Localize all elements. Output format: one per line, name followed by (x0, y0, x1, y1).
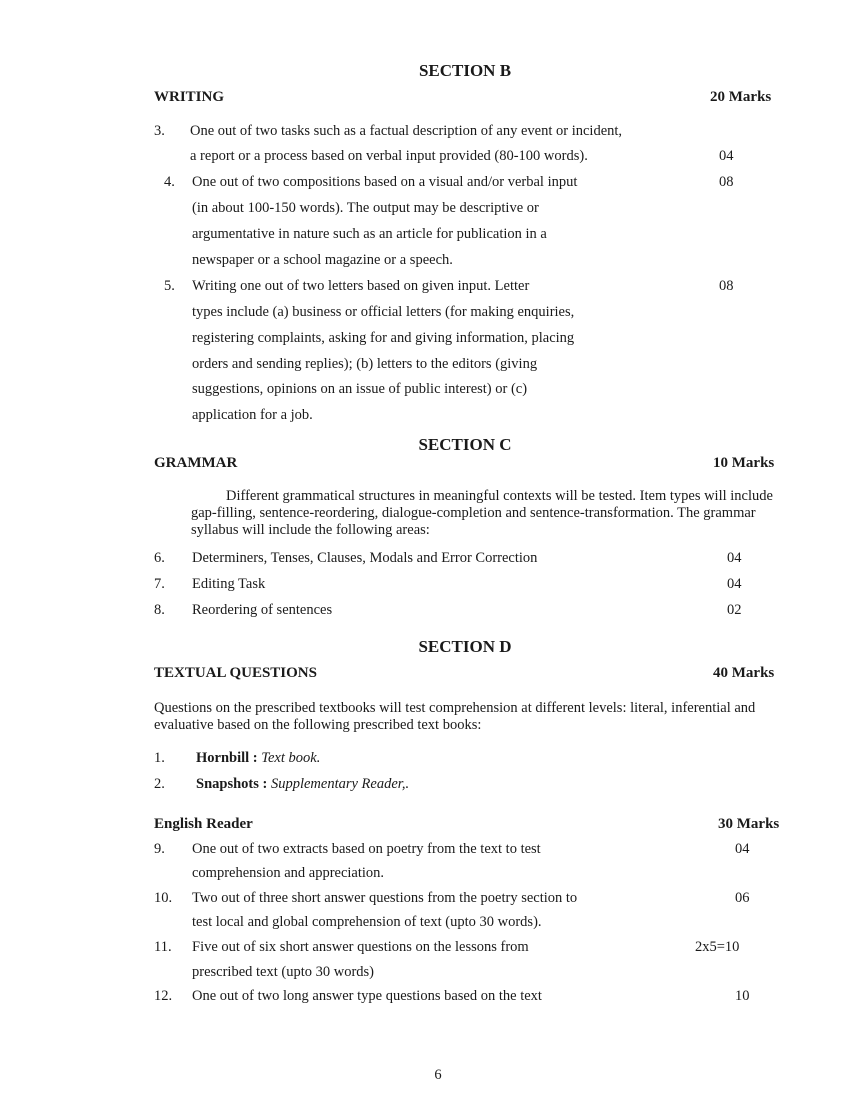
item-number: 1. (154, 750, 165, 766)
item-marks: 04 (727, 550, 742, 566)
item-line: Determiners, Tenses, Clauses, Modals and Error Correction (192, 550, 538, 566)
item-line: prescribed text (upto 30 words) (192, 964, 375, 980)
item-line: test local and global comprehension of text (upto 30 words). (192, 914, 542, 930)
item-number: 10. (154, 890, 173, 906)
item-line: Writing one out of two letters based on given input. Letter (192, 278, 530, 294)
item-line: Reordering of sentences (192, 602, 333, 618)
writing-marks: 20 Marks (710, 89, 772, 105)
item-marks: 2x5=10 (695, 939, 740, 955)
item-line: registering complaints, asking for and giving information, placing (192, 330, 575, 346)
item-marks: 04 (719, 148, 734, 164)
item-number: 6. (154, 550, 165, 566)
item-line: application for a job. (192, 407, 313, 423)
grammar-heading: GRAMMAR (154, 455, 238, 471)
book-entry (196, 776, 409, 793)
item-line: Five out of six short answer questions on the lessons from (192, 939, 529, 955)
item-line: orders and sending replies); (b) letters to the editors (giving (192, 356, 538, 372)
book-desc: Text book. (261, 750, 321, 766)
textual-intro: Questions on the prescribed textbooks will test comprehension at different levels: literal, inferential and evaluative based on the following prescribed text books: (154, 700, 756, 733)
item-line: One out of two tasks such as a factual description of any event or incident, (190, 123, 623, 139)
book-entry (196, 750, 320, 767)
item-marks: 08 (719, 174, 734, 190)
item-marks: 04 (735, 841, 750, 857)
item-line: One out of two compositions based on a visual and/or verbal input (192, 174, 578, 190)
page-number: 6 (434, 1067, 442, 1083)
item-line: suggestions, opinions on an issue of public interest) or (c) (192, 381, 528, 397)
item-number: 9. (154, 841, 165, 857)
item-number: 5. (164, 278, 175, 294)
item-number: 11. (154, 939, 172, 955)
item-line: comprehension and appreciation. (192, 865, 385, 881)
grammar-intro: Different grammatical structures in meaningful contexts will be tested. Item types will include gap-filling, sentence-reordering, dialogue-completion and sentence-transformation. The grammar syllabus will include the following areas: (191, 488, 773, 538)
item-line: Two out of three short answer questions from the poetry section to (192, 890, 578, 906)
item-number: 8. (154, 602, 165, 618)
item-line: One out of two extracts based on poetry from the text to test (192, 841, 541, 857)
item-marks: 02 (727, 602, 742, 618)
item-marks: 06 (735, 890, 750, 906)
item-number: 7. (154, 576, 165, 592)
item-marks: 04 (727, 576, 742, 592)
item-number: 3. (154, 123, 165, 139)
english-reader-heading: English Reader (154, 816, 253, 832)
book-name: Snapshots : (196, 776, 268, 792)
item-marks: 10 (735, 988, 750, 1004)
item-line: argumentative in nature such as an article for publication in a (192, 226, 547, 242)
section-d-title: SECTION D (418, 637, 512, 656)
item-line: (in about 100-150 words). The output may be descriptive or (192, 200, 539, 216)
item-line: a report or a process based on verbal input provided (80-100 words). (190, 148, 588, 164)
section-b-title: SECTION B (418, 61, 512, 80)
textual-questions-marks: 40 Marks (713, 665, 775, 681)
item-number: 4. (164, 174, 175, 190)
item-line: One out of two long answer type questions based on the text (192, 988, 542, 1004)
section-c-title: SECTION C (418, 435, 512, 454)
writing-heading: WRITING (154, 89, 225, 105)
grammar-marks: 10 Marks (713, 455, 775, 471)
textual-questions-heading: TEXTUAL QUESTIONS (154, 665, 317, 681)
book-desc: Supplementary Reader,. (270, 776, 410, 792)
item-number: 2. (154, 776, 165, 792)
book-name: Hornbill : (196, 750, 258, 766)
item-line: Editing Task (192, 576, 266, 592)
english-reader-marks: 30 Marks (718, 816, 780, 832)
item-number: 12. (154, 988, 173, 1004)
item-line: types include (a) business or official letters (for making enquiries, (192, 304, 575, 320)
item-line: newspaper or a school magazine or a speech. (192, 252, 453, 268)
item-marks: 08 (719, 278, 734, 294)
